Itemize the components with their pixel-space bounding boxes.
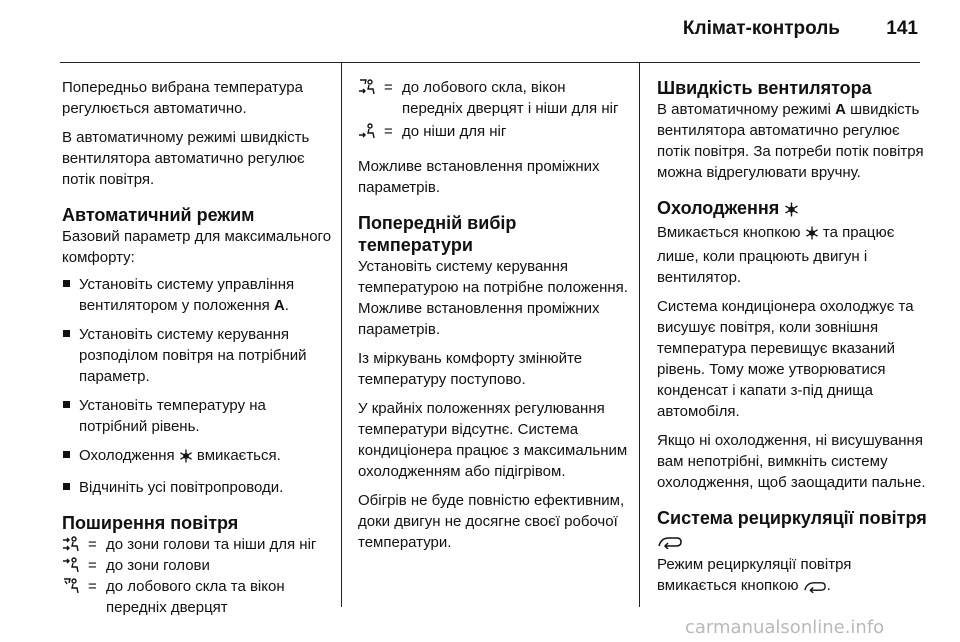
- header-divider: [60, 62, 920, 63]
- column-1: [62, 77, 332, 618]
- watermark: carmanualsonline.info: [685, 617, 885, 638]
- page-title: Клімат-контроль: [682, 18, 840, 39]
- temperature-paragraph-1: Установіть систему керування температурою на потрібне положення. Можливе встановлення проміжних параметрів.: [358, 258, 628, 338]
- seated-windscreen-feet-icon: [358, 77, 384, 95]
- snowflake-icon: [805, 225, 819, 246]
- auto-mode-intro: Базовий параметр для максимального комфорту:: [62, 228, 332, 266]
- fan-speed-heading: Швидкість вентилятора: [657, 78, 872, 98]
- temperature-paragraph-3: У крайніх положеннях регулювання температури відсутнє. Система кондиціонера працює з максимальним охолодженням або підігрівом.: [358, 400, 628, 480]
- step-distribution: Установіть систему керування розподілом повітря на потрібний параметр.: [62, 324, 332, 387]
- step-temperature: Установіть температуру на потрібний рівень.: [62, 395, 332, 437]
- cooling-paragraph-2: Система кондиціонера охолоджує та висушує повітря, коли зовнішня температура перевищує вказаний рівень. Тому може утворюватися конденсат і капати з-під днища автомобіля.: [657, 298, 914, 420]
- mode-head: = до зони голови: [62, 555, 332, 576]
- column-divider-1: [341, 62, 342, 607]
- cooling-paragraph-1: Вмикається кнопкою та працює лише, коли працюють двигун і вентилятор.: [657, 224, 895, 286]
- recirculation-icon: [803, 578, 827, 599]
- mode-head-feet: = до зони голови та ніши для ніг: [62, 534, 332, 555]
- column-2: [358, 77, 628, 561]
- recirculation-icon: [657, 532, 683, 554]
- intro-paragraph-1: Попередньо вибрана температура регулюється автоматично.: [62, 79, 303, 117]
- mode-feet: = до ніши для ніг: [358, 121, 628, 142]
- auto-label: A: [273, 297, 285, 314]
- auto-mode-heading: Автоматичний режим: [62, 205, 255, 225]
- column-divider-2: [639, 62, 640, 607]
- seated-windscreen-icon: [62, 576, 88, 594]
- seated-head-icon: [62, 555, 88, 573]
- auto-label: A: [835, 101, 846, 118]
- mode-windscreen: = до лобового скла та вікон передніх дверцят: [62, 576, 332, 618]
- recirculation-paragraph: Режим рециркуляції повітря вмикається кнопкою .: [657, 554, 929, 599]
- snowflake-icon: [784, 200, 799, 222]
- seated-head-feet-icon: [62, 534, 88, 552]
- cooling-heading: Охолодження: [657, 197, 929, 222]
- cooling-paragraph-3: Якщо ні охолодження, ні висушування вам непотрібні, вимкніть систему охолодження, щоб заощадити пальне.: [657, 432, 926, 491]
- temperature-paragraph-4: Обігрів не буде повністю ефективним, доки двигун не досягне своєї робочої температури.: [358, 492, 625, 551]
- auto-mode-steps: [62, 274, 332, 498]
- step-cooling: Охолодження вмикається.: [62, 445, 332, 469]
- snowflake-icon: [179, 448, 193, 469]
- fan-speed-paragraph: В автоматичному режимі A швидкість вентилятора автоматично регулює потік повітря. За потреби потік повітря можна відрегулювати вручну.: [657, 101, 924, 181]
- seated-feet-icon: [358, 121, 384, 139]
- recirculation-heading: Система рециркуляції повітря: [657, 507, 929, 554]
- page-header: [0, 0, 960, 60]
- step-fan: Установіть систему управління вентилятором у положення A.: [62, 274, 332, 316]
- step-vents: Відчиніть усі повітропроводи.: [62, 477, 332, 498]
- air-distribution-heading: Поширення повітря: [62, 513, 239, 533]
- intermediate-note: Можливе встановлення проміжних параметрів.: [358, 158, 600, 196]
- temperature-paragraph-2: Із міркувань комфорту змінюйте температуру поступово.: [358, 350, 583, 388]
- column-3: [657, 77, 929, 607]
- page-number: 141: [886, 18, 918, 39]
- intro-paragraph-2: В автоматичному режимі швидкість вентилятора автоматично регулює потік повітря.: [62, 129, 310, 188]
- mode-windscreen-feet: = до лобового скла, вікон передніх дверцят і ніши для ніг: [358, 77, 628, 119]
- temperature-preset-heading: Попередній вибір температури: [358, 213, 517, 255]
